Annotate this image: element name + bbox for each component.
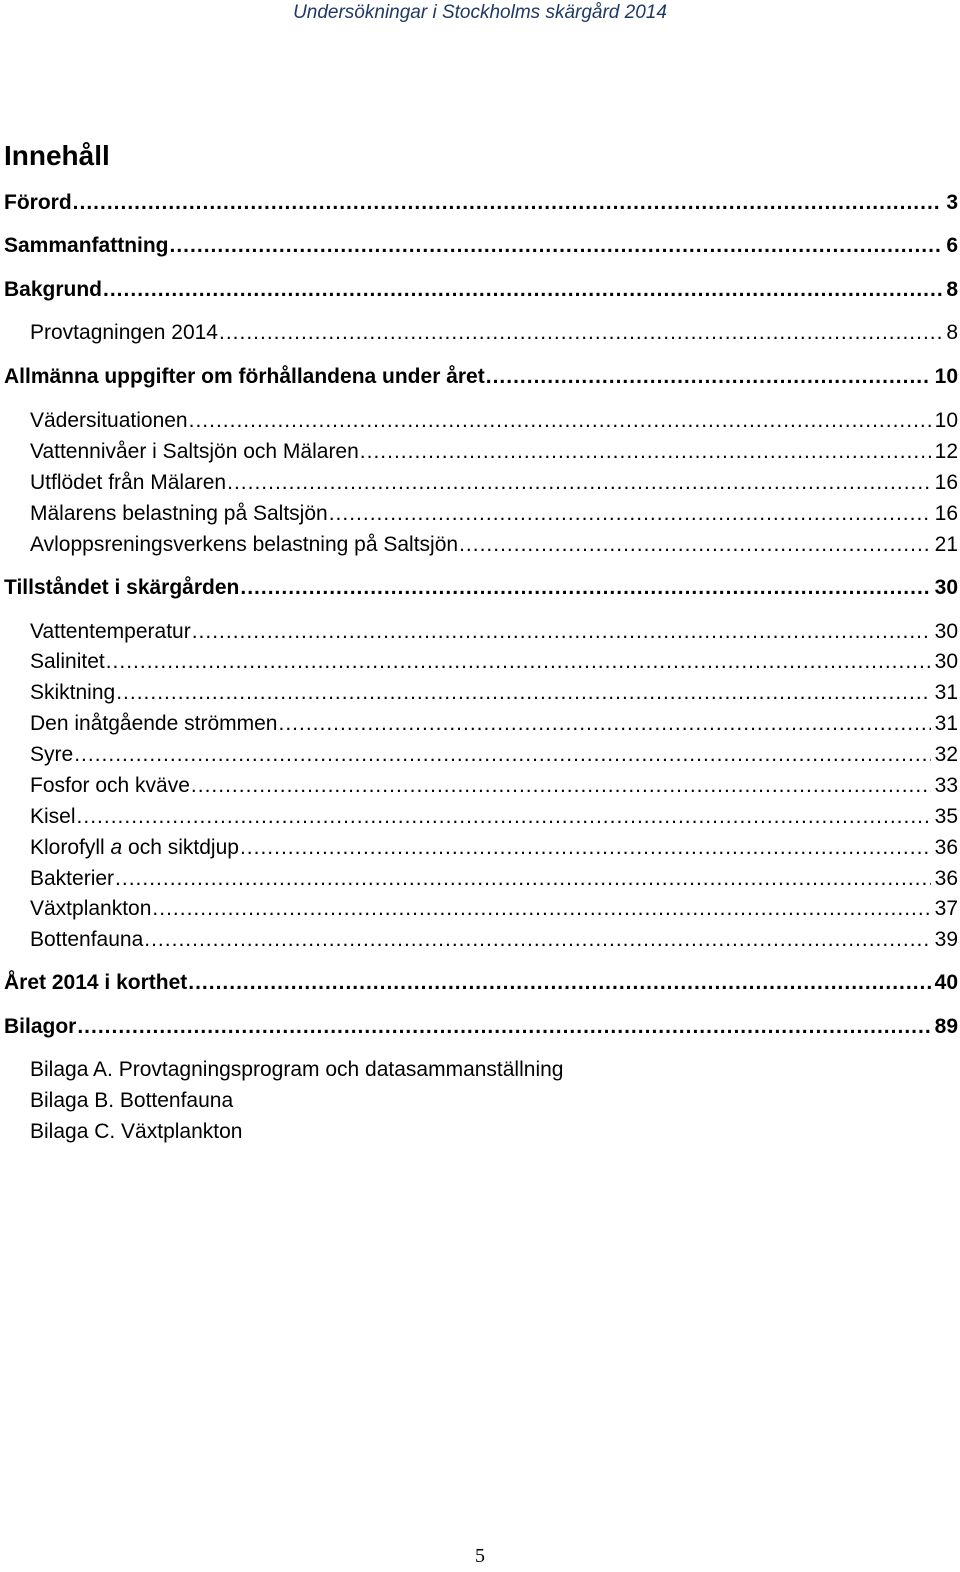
toc-entry[interactable]: [30, 409, 958, 435]
toc-entry[interactable]: [30, 321, 958, 347]
dot-leader: [189, 409, 931, 433]
toc-entry-page: 40: [934, 971, 958, 994]
toc-entry-label: Bilagor: [4, 1015, 77, 1038]
dot-leader: [77, 805, 931, 829]
toc-entry-page: 16: [934, 471, 958, 494]
toc-entry-page: 16: [934, 502, 958, 525]
toc-entry-label: Utflödet från Mälaren: [30, 471, 227, 494]
dot-leader: [191, 774, 931, 798]
dot-leader: [486, 365, 931, 389]
toc-entry-label: Kisel: [30, 805, 76, 828]
dot-leader: [144, 928, 930, 952]
toc-entry-label: Sammanfattning: [4, 234, 169, 257]
dot-leader: [278, 712, 930, 736]
toc-entry-label: Bottenfauna: [30, 928, 144, 951]
toc-entry[interactable]: [30, 712, 958, 738]
toc-entry-page: 10: [934, 409, 958, 432]
appendix-item: Bilaga B. Bottenfauna: [30, 1089, 234, 1112]
toc-entry-page: 30: [934, 620, 958, 643]
toc-entry-page: 6: [946, 234, 958, 257]
toc-entry-label: Bakterier: [30, 867, 115, 890]
toc-entry-label: Fosfor och kväve: [30, 774, 190, 797]
toc-entry-page: 31: [934, 681, 958, 704]
toc-entry[interactable]: [30, 681, 958, 707]
dot-leader: [360, 440, 931, 464]
toc-entry[interactable]: [4, 365, 958, 391]
toc-entry[interactable]: [30, 620, 958, 646]
dot-leader: [116, 681, 930, 705]
toc-entry-label: Provtagningen 2014: [30, 321, 218, 344]
toc-entry-label: Salinitet: [30, 650, 105, 673]
toc-entry[interactable]: [30, 897, 958, 923]
toc-entry-label: Allmänna uppgifter om förhållandena under året: [4, 365, 485, 388]
toc-entry[interactable]: [30, 471, 958, 497]
toc-entry[interactable]: [30, 502, 958, 528]
toc-entry[interactable]: [30, 650, 958, 676]
toc-entry-label: Förord: [4, 191, 72, 214]
dot-leader: [73, 191, 943, 215]
toc-entry-label: Vattennivåer i Saltsjön och Mälaren: [30, 440, 359, 463]
toc-entry-page: 30: [934, 650, 958, 673]
running-header: Undersökningar i Stockholms skärgård 2014: [293, 2, 667, 23]
toc-entry-page: 31: [934, 712, 958, 735]
toc-entry-label: Skiktning: [30, 681, 116, 704]
toc-entry-page: 12: [934, 440, 958, 463]
toc-entry[interactable]: [4, 971, 958, 997]
dot-leader: [106, 650, 931, 674]
appendix-item: Bilaga A. Provtagningsprogram och datasammanställning: [30, 1058, 564, 1081]
toc-entry[interactable]: [30, 928, 958, 954]
toc-entry-label: Den inåtgående strömmen: [30, 712, 278, 735]
toc-entry[interactable]: [4, 191, 958, 217]
toc-entry-page: 30: [934, 576, 958, 599]
toc-entry-page: 35: [934, 805, 958, 828]
toc-entry[interactable]: [30, 805, 958, 831]
toc-entry-page: 36: [934, 836, 958, 859]
toc-entry[interactable]: [4, 576, 958, 602]
toc-entry[interactable]: [4, 278, 958, 304]
toc-entry[interactable]: [4, 234, 958, 260]
dot-leader: [103, 278, 942, 302]
toc-entry-label: Avloppsreningsverkens belastning på Saltsjön: [30, 533, 459, 556]
dot-leader: [77, 1015, 930, 1039]
toc-entry-page: 89: [934, 1015, 958, 1038]
toc-entry-label: Syre: [30, 743, 74, 766]
toc-entry-label: Bakgrund: [4, 278, 103, 301]
toc-entry-page: 37: [934, 897, 958, 920]
dot-leader: [329, 502, 931, 526]
toc-entry-page: 10: [934, 365, 958, 388]
toc-entry-label: Mälarens belastning på Saltsjön: [30, 502, 328, 525]
toc-entry[interactable]: [30, 533, 958, 559]
toc-entry[interactable]: [30, 836, 958, 862]
dot-leader: [459, 533, 931, 557]
appendix-item: Bilaga C. Växtplankton: [30, 1120, 243, 1143]
dot-leader: [240, 576, 930, 600]
toc-entry-label: Klorofyll a och siktdjup: [30, 836, 239, 859]
page-number: 5: [475, 1545, 485, 1567]
toc-entry[interactable]: [4, 1015, 958, 1041]
dot-leader: [115, 867, 931, 891]
toc-title: Innehåll: [4, 140, 110, 171]
toc-entry-page: 21: [934, 533, 958, 556]
toc-entry[interactable]: [30, 774, 958, 800]
toc-entry-page: 3: [946, 191, 958, 214]
toc-entry[interactable]: [30, 440, 958, 466]
dot-leader: [227, 471, 931, 495]
dot-leader: [170, 234, 943, 258]
toc-entry[interactable]: [30, 743, 958, 769]
toc-entry-page: 8: [946, 321, 958, 344]
dot-leader: [188, 971, 930, 995]
toc-entry-page: 33: [934, 774, 958, 797]
dot-leader: [152, 897, 930, 921]
toc-entry-label: Året 2014 i korthet: [4, 971, 188, 994]
toc-entry-label: Vattentemperatur: [30, 620, 191, 643]
dot-leader: [219, 321, 942, 345]
toc-entry-label: Tillståndet i skärgården: [4, 576, 240, 599]
toc-entry[interactable]: [30, 867, 958, 893]
toc-entry-page: 39: [934, 928, 958, 951]
toc-entry-page: 32: [934, 743, 958, 766]
toc-entry-label: Vädersituationen: [30, 409, 188, 432]
toc-entry-page: 36: [934, 867, 958, 890]
toc-entry-label: Växtplankton: [30, 897, 152, 920]
dot-leader: [240, 836, 931, 860]
dot-leader: [74, 743, 930, 767]
dot-leader: [192, 620, 931, 644]
toc-entry-page: 8: [946, 278, 958, 301]
